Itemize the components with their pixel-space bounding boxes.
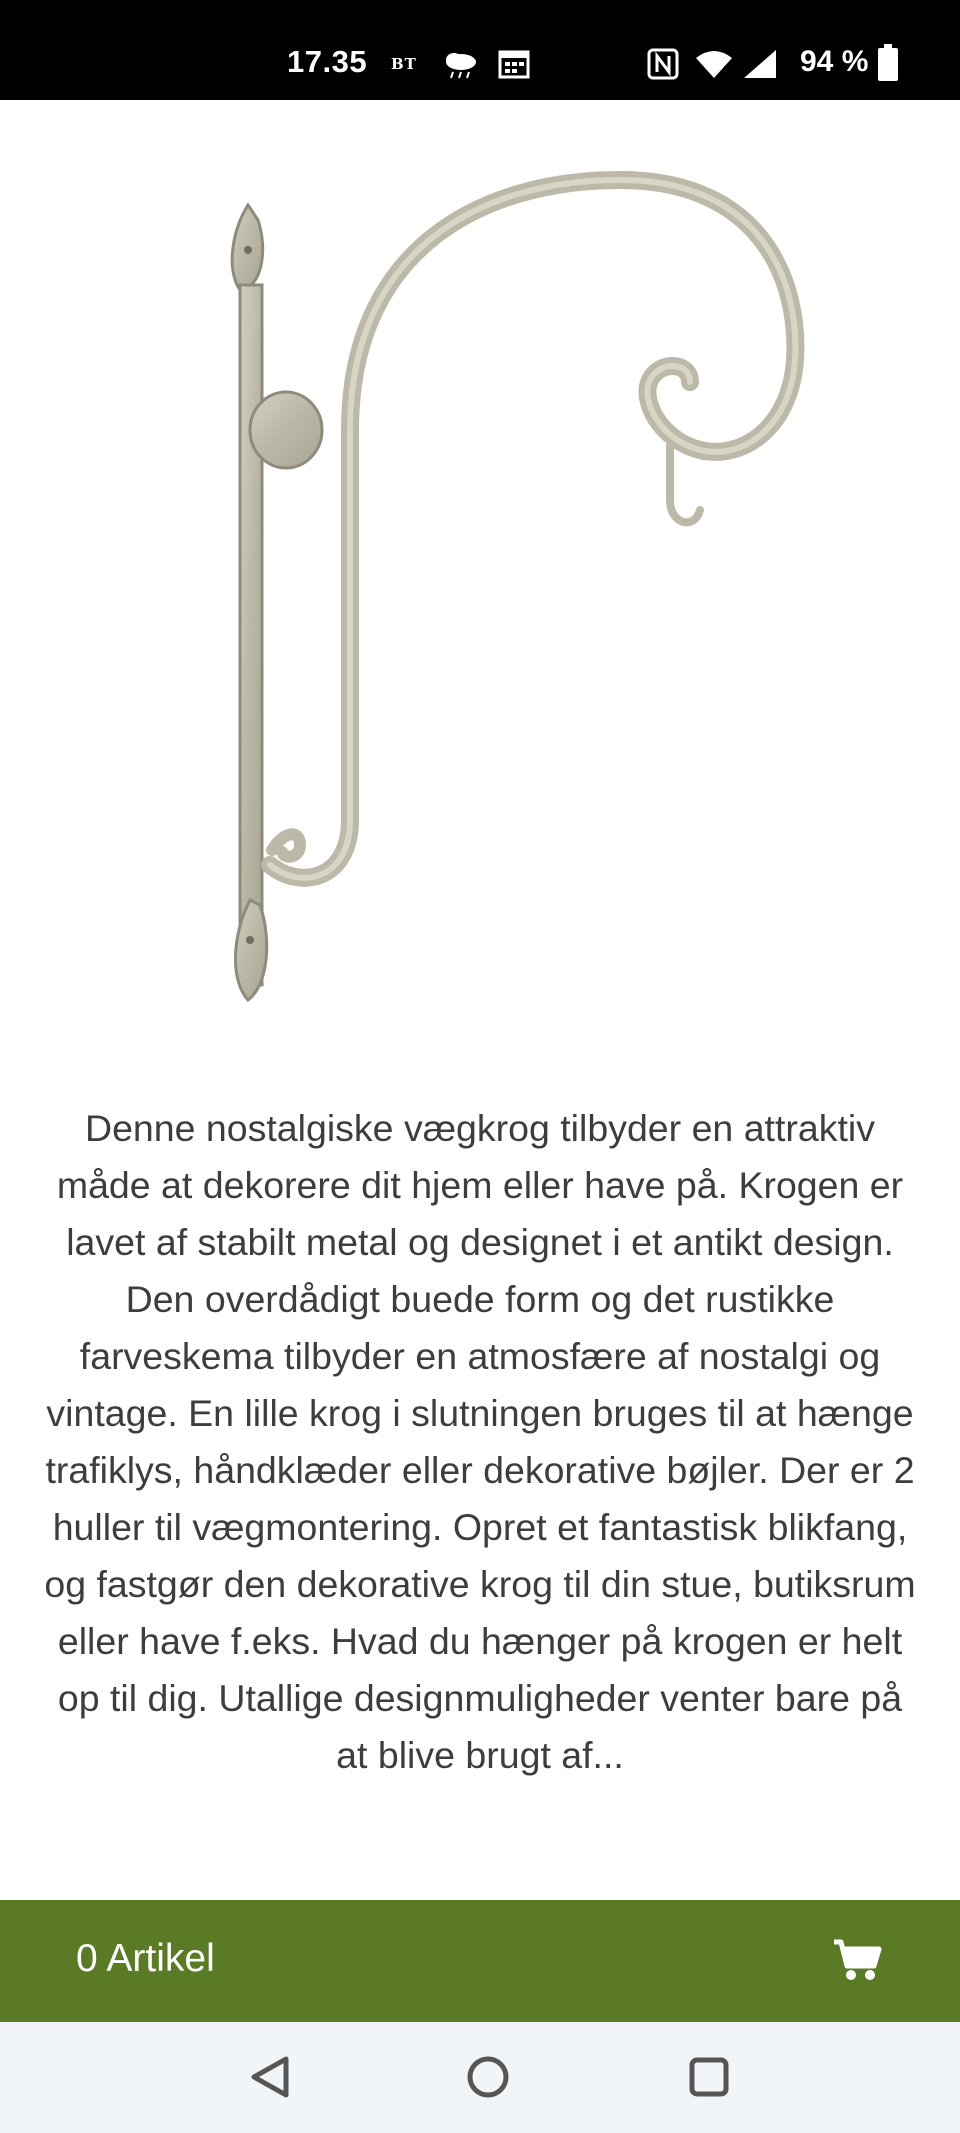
home-icon[interactable] — [458, 2047, 518, 2107]
product-description: Denne nostalgiske vægkrog tilbyder en attraktiv måde at dekorere dit hjem eller have på. Krogen er lavet af stabilt metal og designet i et antikt design. Den overdådigt buede form og det rustikke farveskema tilbyder en atmosfære af nostalgi og vintage. En lille krog i slutningen bruges til at hænge trafiklys, håndklæder eller dekorative bøjler. Der er 2 huller til vægmontering. Opret et fantastisk blikfang, og fastgør den dekorative krog til din stue, butiksrum eller have f.eks. Hvad du hænger på krogen er helt op til dig. Utallige designmuligheder venter bare på at blive brugt af... — [44, 1107, 916, 1776]
status-bar — [0, 0, 960, 100]
battery-icon — [877, 44, 899, 82]
cart-bar[interactable] — [0, 1900, 960, 2022]
system-nav-bar — [0, 2022, 960, 2133]
wifi-icon — [694, 48, 734, 80]
recents-icon[interactable] — [679, 2047, 739, 2107]
calendar-icon — [498, 49, 530, 79]
nfc-icon — [647, 48, 679, 80]
signal-icon — [742, 48, 778, 80]
battery-percent: 94 % — [800, 45, 869, 78]
shopping-cart-icon[interactable] — [832, 1938, 882, 1982]
cart-count-label: 0 Artikel — [76, 1937, 215, 1980]
status-time: 17.35 — [287, 44, 368, 79]
cloud-rain-icon — [441, 50, 481, 80]
back-icon[interactable] — [240, 2047, 300, 2107]
bt-news-icon: BT — [391, 55, 417, 73]
wall-hook-icon — [0, 100, 960, 1060]
